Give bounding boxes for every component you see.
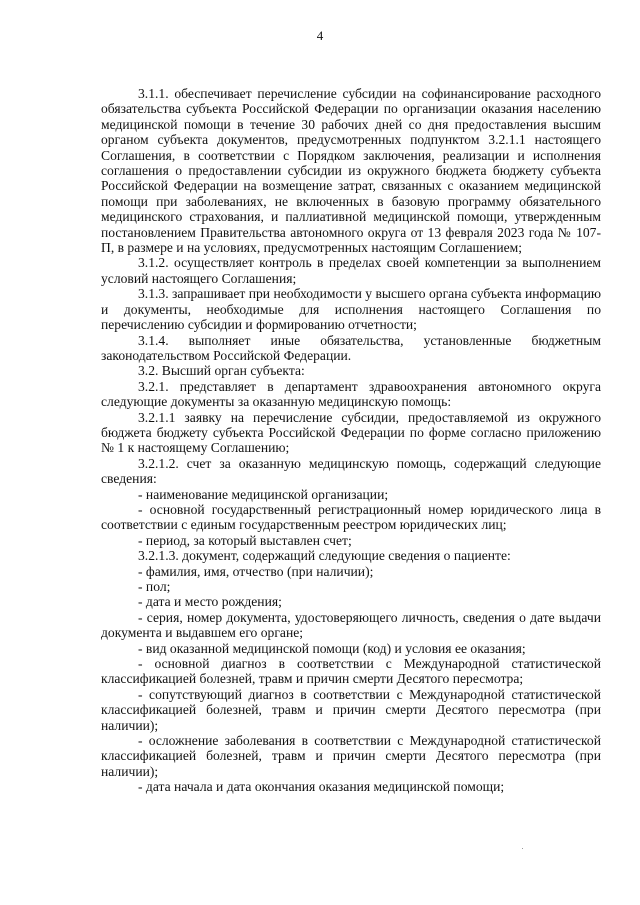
- list-item: - основной государственный регистрационный номер юридического лица в соответствии с единым государственным реестром юридических лиц;: [101, 501, 601, 533]
- paragraph-3-2: 3.2. Высший орган субъекта:: [138, 363, 305, 379]
- paragraph-3-1-2: 3.1.2. осуществляет контроль в пределах своей компетенции за выполнением условий настоящего Соглашения;: [101, 255, 601, 286]
- list-item: - пол;: [138, 579, 171, 594]
- list-item: - фамилия, имя, отчество (при наличии);: [138, 563, 374, 579]
- list-item: - дата и место рождения;: [138, 594, 282, 610]
- list-item: - дата начала и дата окончания оказания медицинской помощи;: [138, 779, 505, 795]
- list-item: - осложнение заболевания в соответствии с Международной статистической классификацией болезней, травм и причин смерти Десятого пересмотра (при наличии);: [101, 733, 601, 779]
- paragraph-3-1-1: 3.1.1. обеспечивает перечисление субсидии на софинансирование расходного обязательства субъекта Российской Федерации по организации оказания населению медицинской помощи в течение 30 рабочих дней со дня предоставления высшим органом субъекта документов, предусмотренных подпунктом 3.2.1.1 настоящего Соглашения, в соответствии с Порядком заключения, реализации и исполнения соглашения о предоставлении субсидии из окружного бюджета бюджету субъекта Российской Федерации на возмещение затрат, связанных с оказанием медицинской помощи при заболеваниях, не включенных в базовую программу обязательного медицинского страхования, и паллиативной медицинской помощи, утвержденным постановлением Правительства автономного округа от 13 февраля 2023 года № 107-П, в размере и на условиях, предусмотренных настоящим Соглашением;: [101, 86, 601, 256]
- list-item: - сопутствующий диагноз в соответствии с Международной статистической классификацией болезней, травм и причин смерти Десятого пересмотра (при наличии);: [101, 686, 601, 733]
- page-number: 4: [316, 28, 324, 43]
- paragraph-3-2-1-1: 3.2.1.1 заявку на перечисление субсидии, предоставляемой из окружного бюджета бюджету субъекта Российской Федерации по форме согласно приложению № 1 к настоящему Соглашению;: [101, 409, 601, 456]
- paragraph-3-2-1-3: 3.2.1.3. документ, содержащий следующие сведения о пациенте:: [138, 548, 511, 564]
- list-item: - серия, номер документа, удостоверяющего личность, сведения о дате выдачи документа и выдавшем его органе;: [101, 609, 601, 641]
- list-item: - наименование медицинской организации;: [138, 486, 389, 502]
- paragraph-3-2-1: 3.2.1. представляет в департамент здравоохранения автономного округа следующие документы за оказанную медицинскую помощь:: [101, 378, 601, 410]
- paragraph-3-1-3: 3.1.3. запрашивает при необходимости у высшего органа субъекта информацию и документы, необходимые для исполнения настоящего Соглашения по перечислению субсидии и формированию отчетности;: [101, 286, 601, 333]
- scan-speck: [522, 848, 523, 849]
- list-item: - вид оказанной медицинской помощи (код) и условия ее оказания;: [138, 640, 526, 656]
- list-item: - период, за который выставлен счет;: [138, 532, 352, 548]
- paragraph-3-1-4: 3.1.4. выполняет иные обязательства, установленные бюджетным законодательством Российской Федерации.: [101, 332, 601, 363]
- list-item: - основной диагноз в соответствии с Международной статистической классификацией болезней, травм и причин смерти Десятого пересмотра;: [101, 656, 601, 687]
- document-body: [101, 86, 601, 795]
- paragraph-3-2-1-2: 3.2.1.2. счет за оказанную медицинскую помощь, содержащий следующие сведения:: [101, 455, 601, 487]
